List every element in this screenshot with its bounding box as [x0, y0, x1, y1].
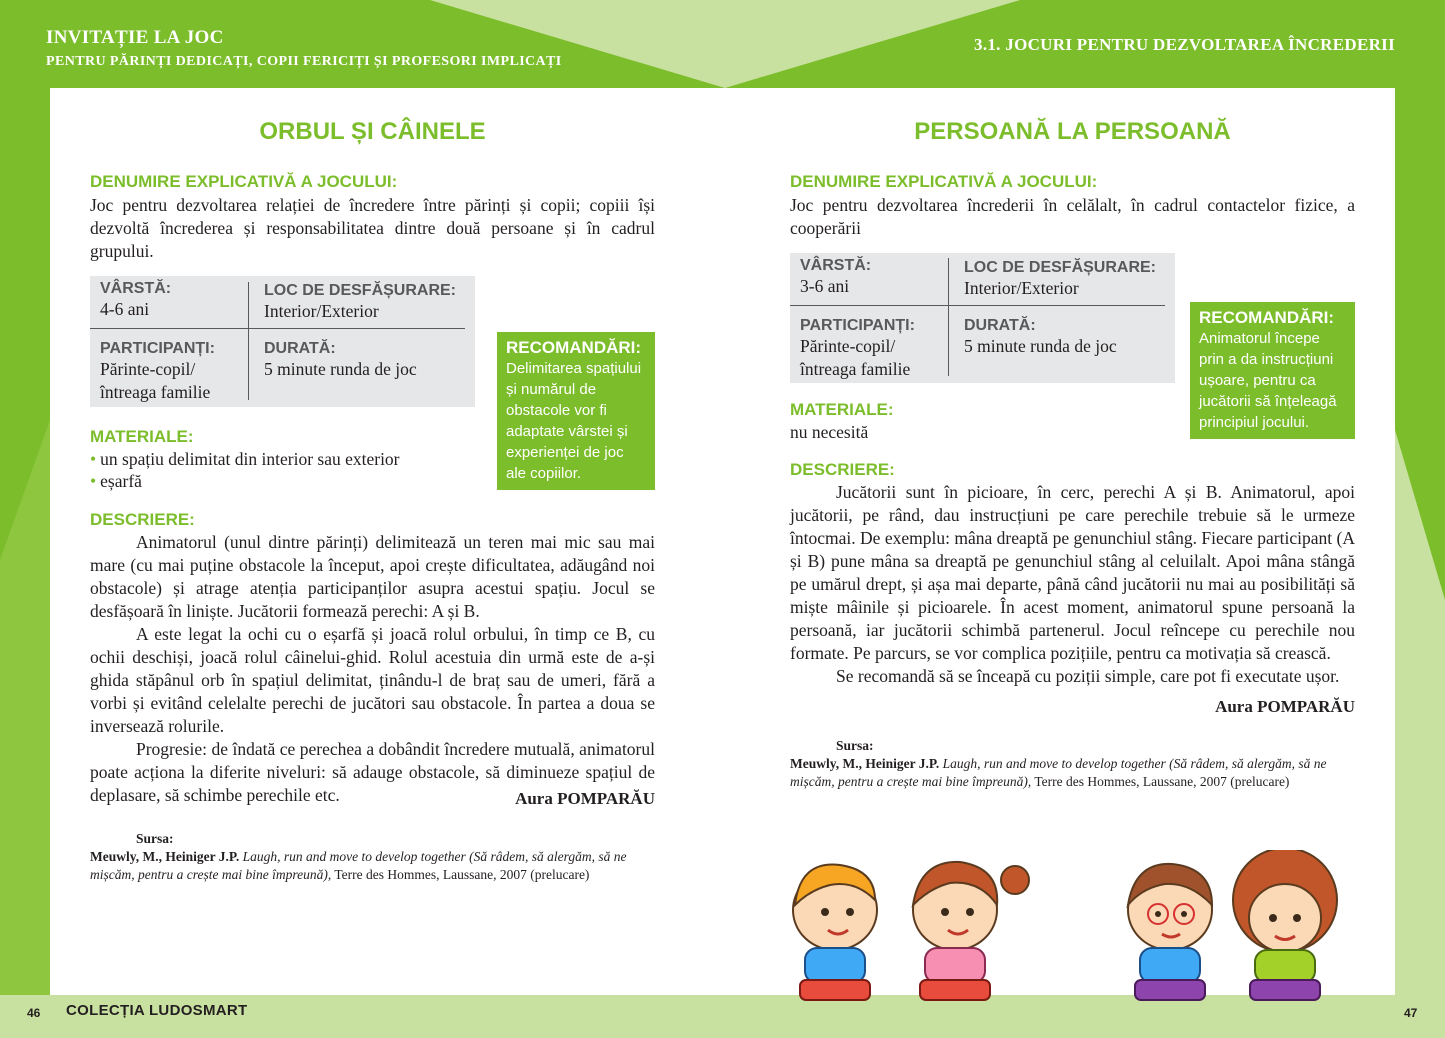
material-item: • un spațiu delimitat din interior sau exterior [90, 449, 400, 469]
right-materials-text: nu necesită [790, 422, 869, 442]
right-description-label: DESCRIERE: [790, 460, 895, 479]
age-label: VÂRSTĂ: [800, 257, 872, 274]
participants-value: Părinte-copil/ întreaga familie [800, 336, 911, 379]
participants-value: Părinte-copil/ întreaga familie [100, 359, 211, 402]
duration-value: 5 minute runda de joc [964, 336, 1117, 356]
chapter-title: 3.1. JOCURI PENTRU DEZVOLTAREA ÎNCREDERII [974, 35, 1395, 54]
participants-label: PARTICIPANȚI: [100, 340, 215, 357]
paragraph: A este legat la ochi cu o eșarfă și joacă rolul orbului, în timp ce B, cu ochii deschiși, joacă rolul câinelui-ghid. Rolul acestuia din urmă este de a-și ghida stăpânul orb în spațiul delimitat, ținându-l de braț sau de umeri, fără a vorbi și evitând celelalte perechi de jucători sau obstacole. În partea a doua se inversează rolurile. [90, 624, 655, 736]
place-label: LOC DE DESFĂȘURARE: [264, 282, 457, 299]
book-subtitle: PENTRU PĂRINȚI DEDICAȚI, COPII FERICIȚI ȘI PROFESORI IMPLICAȚI [46, 54, 562, 69]
rec-text: Animatorul începe prin a da instrucțiuni ușoare, pentru ca jucătorii să înțeleagă principiul jocului. [1199, 330, 1337, 431]
left-game-title: ORBUL ȘI CÂINELE [259, 118, 486, 145]
rec-text: Delimitarea spațiului și numărul de obstacole vor fi adaptate vârstei și experienței de joc ale copiilor. [506, 360, 642, 482]
right-description-text [790, 481, 1355, 688]
age-label: VÂRSTĂ: [100, 280, 172, 297]
right-recommendations-box [1190, 302, 1355, 439]
left-materials-label: MATERIALE: [90, 427, 194, 446]
right-info-box [790, 253, 1175, 383]
children-illustration [780, 850, 1400, 1010]
right-source: Sursa: Meuwly, M., Heiniger J.P. Laugh, run and move to develop together (Să râdem, să alergăm, să ne mișcăm, pentru a crește mai bine împreună), Terre des Hommes, Laussane, 2007 (prelucare) [790, 738, 1327, 789]
age-value: 4-6 ani [100, 299, 150, 319]
place-value: Interior/Exterior [964, 278, 1079, 298]
paragraph: Animatorul (unul dintre părinți) delimitează un teren mai mic sau mai mare (cu mai puține obstacole la început, apoi crește dificultatea, adăugând noi obstacole) și atrage atenția participanților asupra acestui spațiu. Jocul se desfășoară în liniște. Jucătorii formează perechi: A și B. [90, 532, 655, 621]
paragraph: Se recomandă să se înceapă cu poziții simple, care pot fi executate ușor. [836, 666, 1340, 686]
rec-label: RECOMANDĂRI: [506, 338, 642, 357]
participants-label: PARTICIPANȚI: [800, 317, 915, 334]
material-item: • eșarfă [90, 471, 142, 491]
place-value: Interior/Exterior [264, 301, 379, 321]
age-value: 3-6 ani [800, 276, 850, 296]
boy-figure [793, 865, 877, 1001]
duration-label: DURATĂ: [264, 340, 336, 357]
paragraph: Jucătorii sunt în picioare, în cerc, perechi A și B. Animatorul, apoi jucătorii, pe rând, dau instrucțiuni pe care perechile trebuie să le urmeze întocmai. De exemplu: mâna dreaptă pe genunchiul stâng. Fiecare participant (A și B) pune mâna sa dreaptă pe genunchiul stâng al celuilalt. Apoi mâna stângă pe umărul drept, și așa mai departe, până când jucătorii nu mai au posibilități să miște mâinile și picioarele. În acest moment, animatorul spune persoană la persoană, iar jucătorii schimbă partenerul. Jocul reîncepe cu perechile nou formate. Pe parcurs, se vor complica pozițiile, pentru ca motivația să crească. [790, 482, 1355, 663]
left-info-box [90, 276, 475, 407]
left-desc-label: DENUMIRE EXPLICATIVĂ A JOCULUI: [90, 172, 398, 191]
right-desc-label: DENUMIRE EXPLICATIVĂ A JOCULUI: [790, 172, 1098, 191]
right-author: Aura POMPARĂU [1215, 697, 1355, 716]
header-left [46, 27, 562, 70]
left-description-text [90, 531, 655, 807]
left-source: Sursa: Meuwly, M., Heiniger J.P. Laugh, run and move to develop together (Să râdem, să alergăm, să ne mișcăm, pentru a crește mai bine împreună), Terre des Hommes, Laussane, 2007 (prelucare) [90, 831, 627, 882]
left-description-label: DESCRIERE: [90, 510, 195, 529]
page-number-left: 46 [27, 1006, 41, 1020]
left-author: Aura POMPARĂU [515, 789, 655, 808]
left-desc-text: Joc pentru dezvoltarea relației de încredere între părinți și copii; copiii își dezvoltă încrederea și responsabilitatea dintre două persoane și în cadrul grupului. [90, 195, 655, 261]
left-recommendations-box [497, 332, 655, 490]
series-title: COLECȚIA LUDOSMART [66, 1002, 248, 1019]
paragraph: Progresie: de îndată ce perechea a dobândit încredere mutuală, animatorul poate acționa la diferite niveluri: să adauge obstacole, să diminueze spațiul de deplasare, să schimbe perechile etc. [90, 739, 655, 805]
curly-girl-figure [1233, 850, 1337, 1000]
right-game-title: PERSOANĂ LA PERSOANĂ [914, 118, 1231, 145]
right-desc-text: Joc pentru dezvoltarea încrederii în celălalt, în cadrul contactelor fizice, a cooperării [790, 195, 1355, 238]
girl-figure [913, 862, 1029, 1000]
girl-glasses-figure [1128, 864, 1212, 1000]
right-materials-label: MATERIALE: [790, 400, 894, 419]
duration-label: DURATĂ: [964, 317, 1036, 334]
duration-value: 5 minute runda de joc [264, 359, 417, 379]
page-number-right: 47 [1404, 1006, 1418, 1020]
rec-label: RECOMANDĂRI: [1199, 308, 1335, 327]
book-title: INVITAȚIE LA JOC [46, 27, 224, 48]
place-label: LOC DE DESFĂȘURARE: [964, 259, 1157, 276]
